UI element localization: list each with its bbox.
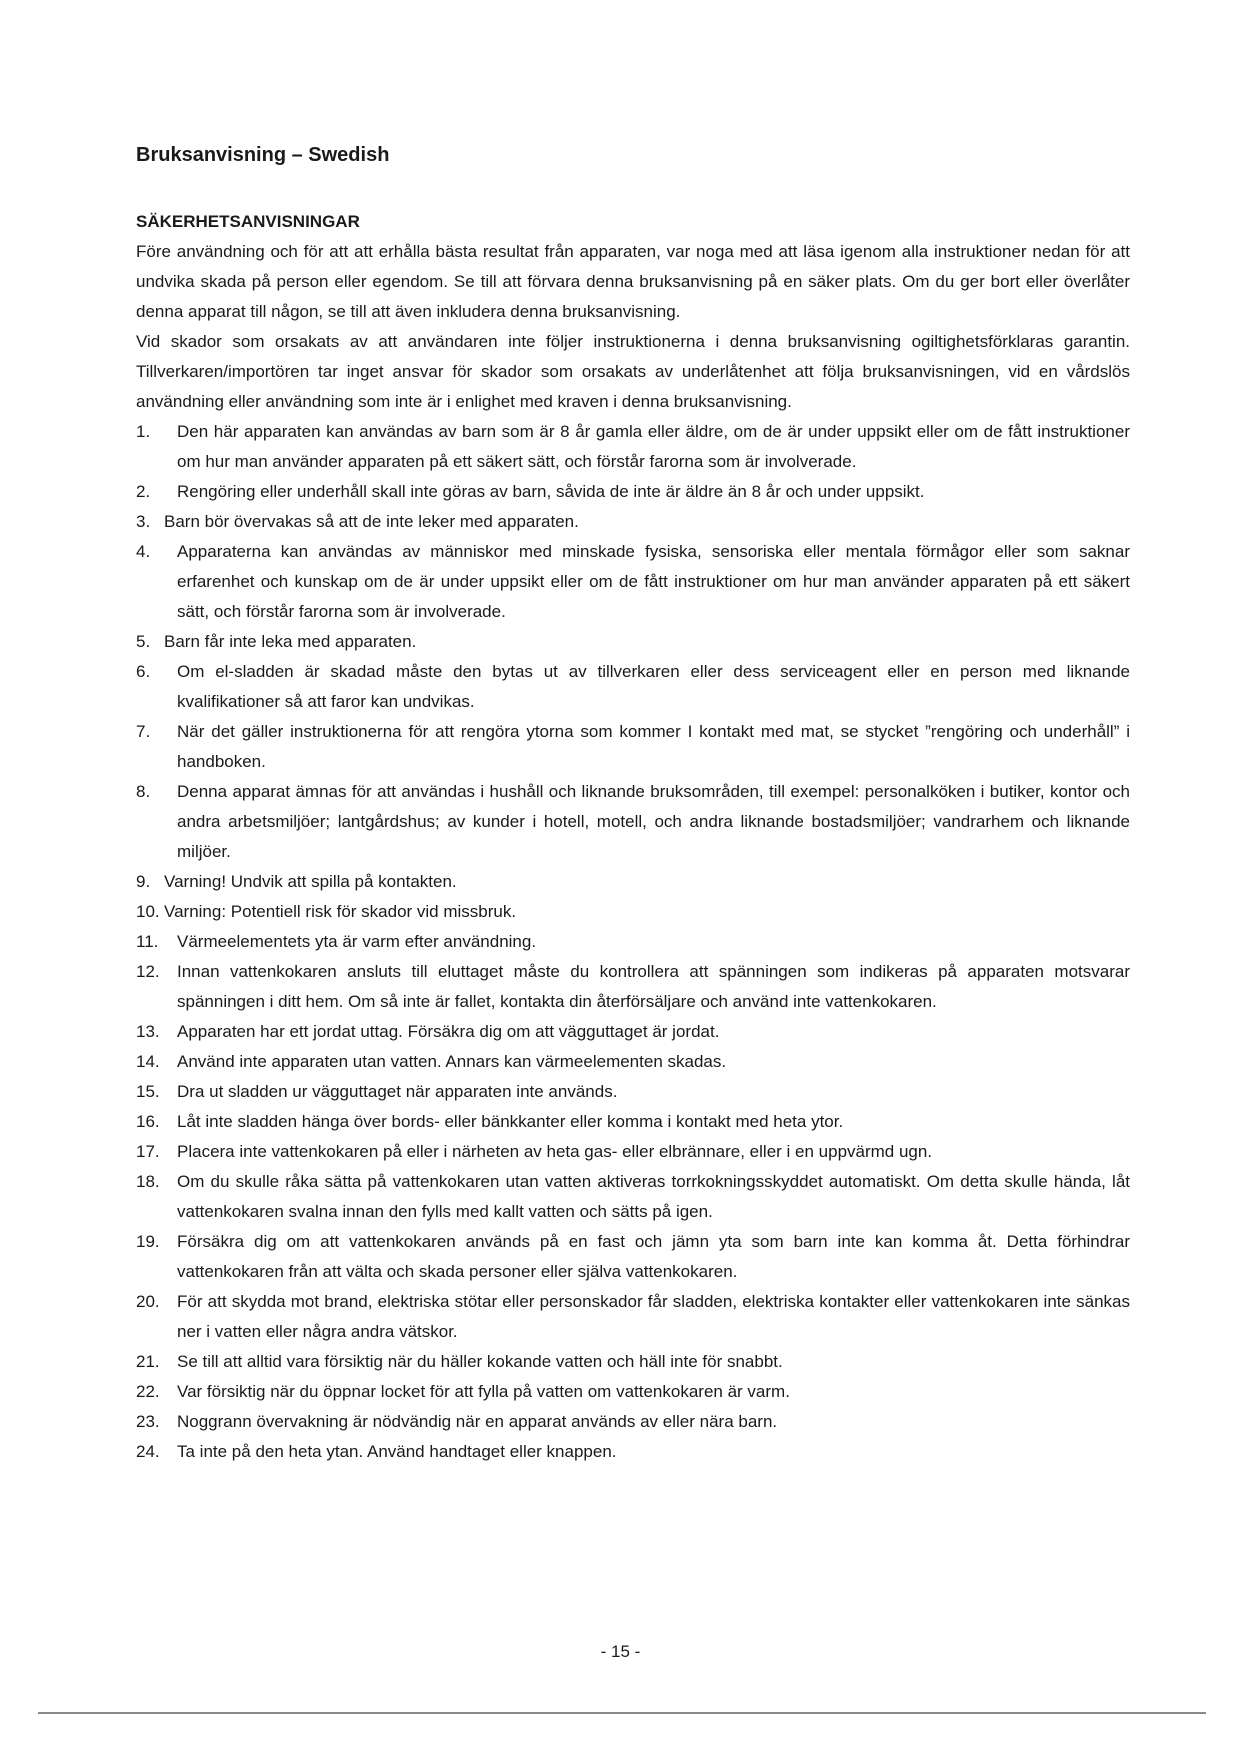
list-item (136, 1077, 1130, 1107)
item-text: Var försiktig när du öppnar locket för att fylla på vatten om vattenkokaren är varm. (177, 1382, 790, 1401)
list-item (136, 957, 1130, 1017)
intro-paragraph: Före användning och för att att erhålla bästa resultat från apparaten, var noga med att läsa igenom alla instruktioner nedan för att undvika skada på person eller egendom. Se till att förvara denna bruksanvisning på en säker plats. Om du ger bort eller överlåter denna apparat till någon, se till att även inkludera denna bruksanvisning. (136, 242, 1130, 321)
item-number: 21. (136, 1352, 160, 1371)
item-number: 7. (136, 722, 151, 741)
list-item (136, 1227, 1130, 1287)
item-number: 20. (136, 1292, 160, 1311)
safety-instructions-list (136, 417, 1130, 1467)
item-text: Använd inte apparaten utan vatten. Annars kan värmeelementen skadas. (177, 1052, 727, 1071)
section-heading: SÄKERHETSANVISNINGAR (136, 212, 360, 231)
item-text: Om el-sladden är skadad måste den bytas ut av tillverkaren eller dess serviceagent eller en person med liknande kvalifikationer så att faror kan undvikas. (177, 662, 1130, 711)
item-text: Barn får inte leka med apparaten. (164, 632, 417, 651)
item-number: 8. (136, 782, 151, 801)
page-number: - 15 - (600, 1642, 641, 1661)
item-text: För att skydda mot brand, elektriska stötar eller personskador får sladden, elektriska kontakter eller vattenkokaren inte sänkas ner i vatten eller några andra vätskor. (177, 1292, 1130, 1341)
item-text: Dra ut sladden ur vägguttaget när apparaten inte används. (177, 1082, 618, 1101)
list-item (136, 1107, 1130, 1137)
item-number: 9. (136, 872, 151, 891)
item-text: Innan vattenkokaren ansluts till eluttaget måste du kontrollera att spänningen som indikeras på apparaten motsvarar spänningen i ditt hem. Om så inte är fallet, kontakta din återförsäljare och använd inte vattenkokaren. (177, 962, 1130, 1011)
document-body (136, 207, 1130, 1467)
list-item (136, 1437, 1130, 1467)
item-number: 6. (136, 662, 151, 681)
list-item (136, 1407, 1130, 1437)
footer-divider (38, 1712, 1206, 1714)
item-number: 14. (136, 1052, 160, 1071)
item-text: Rengöring eller underhåll skall inte göras av barn, såvida de inte är äldre än 8 år och under uppsikt. (177, 482, 925, 501)
document-title: Bruksanvisning – Swedish (136, 144, 390, 166)
item-number: 13. (136, 1022, 160, 1041)
item-text: Noggrann övervakning är nödvändig när en apparat används av eller nära barn. (177, 1412, 778, 1431)
intro-paragraph: Vid skador som orsakats av att användaren inte följer instruktionerna i denna bruksanvisning ogiltighetsförklaras garantin. Tillverkaren/importören tar inget ansvar för skador som orsakats av underlåtenhet att följa bruksanvisningen, vid en vårdslös användning eller användning som inte är i enlighet med kraven i denna bruksanvisning. (136, 332, 1130, 411)
item-text: Apparaten har ett jordat uttag. Försäkra dig om att vägguttaget är jordat. (177, 1022, 720, 1041)
item-text: Om du skulle råka sätta på vattenkokaren utan vatten aktiveras torrkokningsskyddet automatiskt. Om detta skulle hända, låt vattenkokaren svalna innan den fylls med kallt vatten och sätts på igen. (177, 1172, 1130, 1221)
item-number: 18. (136, 1172, 160, 1191)
item-number: 10. (136, 902, 160, 921)
list-item (136, 537, 1130, 627)
item-text: Se till att alltid vara försiktig när du häller kokande vatten och häll inte för snabbt. (177, 1352, 783, 1371)
list-item (136, 657, 1130, 717)
list-item (136, 1167, 1130, 1227)
item-number: 4. (136, 542, 151, 561)
item-number: 2. (136, 482, 151, 501)
list-item (136, 507, 1130, 537)
list-item (136, 777, 1130, 867)
item-text: Varning: Potentiell risk för skador vid missbruk. (164, 902, 517, 921)
list-item (136, 897, 1130, 927)
item-text: Placera inte vattenkokaren på eller i närheten av heta gas- eller elbrännare, eller i en uppvärmd ugn. (177, 1142, 933, 1161)
item-number: 5. (136, 632, 151, 651)
list-item (136, 1287, 1130, 1347)
item-number: 17. (136, 1142, 160, 1161)
list-item (136, 927, 1130, 957)
item-text: När det gäller instruktionerna för att rengöra ytorna som kommer I kontakt med mat, se stycket ”rengöring och underhåll” i handboken. (177, 722, 1130, 771)
list-item (136, 417, 1130, 477)
list-item (136, 717, 1130, 777)
list-item (136, 627, 1130, 657)
item-text: Ta inte på den heta ytan. Använd handtaget eller knappen. (177, 1442, 617, 1461)
item-number: 1. (136, 422, 151, 441)
item-number: 16. (136, 1112, 160, 1131)
item-text: Barn bör övervakas så att de inte leker med apparaten. (164, 512, 579, 531)
item-text: Låt inte sladden hänga över bords- eller bänkkanter eller komma i kontakt med heta ytor. (177, 1112, 844, 1131)
item-number: 3. (136, 512, 151, 531)
item-text: Varning! Undvik att spilla på kontakten. (164, 872, 457, 891)
item-number: 12. (136, 962, 160, 981)
item-text: Denna apparat ämnas för att användas i hushåll och liknande bruksområden, till exempel: personalköken i butiker, kontor och andra arbetsmiljöer; lantgårdshus; av kunder i hotell, motell, och andra liknande bostadsmiljöer; vandrarhem och liknande miljöer. (177, 782, 1130, 861)
item-number: 11. (136, 932, 159, 951)
item-text: Värmeelementets yta är varm efter användning. (177, 932, 537, 951)
list-item (136, 1377, 1130, 1407)
item-number: 19. (136, 1232, 160, 1251)
list-item (136, 1347, 1130, 1377)
item-text: Försäkra dig om att vattenkokaren används på en fast och jämn yta som barn inte kan komma åt. Detta förhindrar vattenkokaren från att välta och skada personer eller själva vattenkokaren. (177, 1232, 1130, 1281)
item-text: Apparaterna kan användas av människor med minskade fysiska, sensoriska eller mentala förmågor eller som saknar erfarenhet och kunskap om de är under uppsikt eller om de fått instruktioner om hur man använder apparaten på ett säkert sätt, och förstår farorna som är involverade. (177, 542, 1130, 621)
list-item (136, 1047, 1130, 1077)
list-item (136, 1017, 1130, 1047)
list-item (136, 867, 1130, 897)
list-item (136, 1137, 1130, 1167)
item-number: 23. (136, 1412, 160, 1431)
list-item (136, 477, 1130, 507)
item-text: Den här apparaten kan användas av barn som är 8 år gamla eller äldre, om de är under uppsikt eller om de fått instruktioner om hur man använder apparaten på ett säkert sätt, och förstår farorna som är involverade. (177, 422, 1130, 471)
item-number: 15. (136, 1082, 160, 1101)
item-number: 22. (136, 1382, 160, 1401)
item-number: 24. (136, 1442, 160, 1461)
